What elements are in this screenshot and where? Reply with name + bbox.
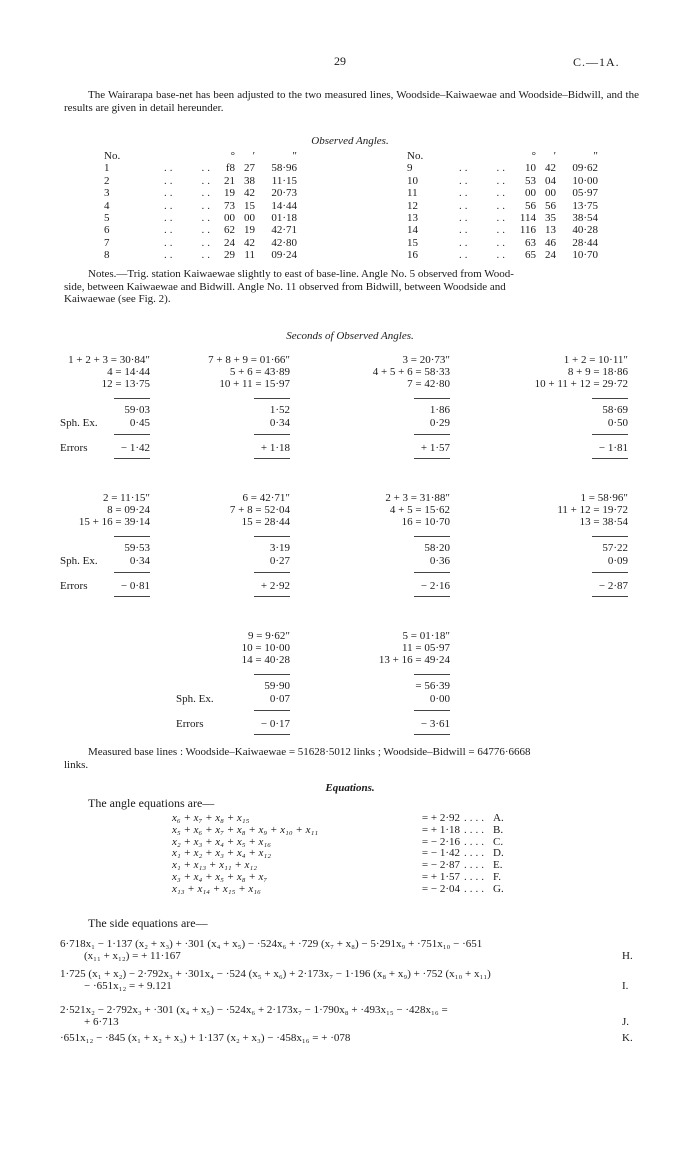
leader-dots: .. ..: [459, 249, 508, 262]
sum-line: 7 + 8 = 52·04: [229, 504, 290, 516]
equation-lhs: x₂ + x₃ + x₄ + x₅ + x₁₆: [172, 835, 272, 848]
error-value: − 2·87: [598, 580, 628, 592]
leader-dots: .. ..: [164, 212, 213, 225]
total-value: 1·86: [429, 404, 450, 416]
angle-equation: x₆ + x₇ + x₈ + x₁₅ = + 2·92 .... A.: [172, 812, 504, 824]
rule: [414, 398, 450, 399]
angle-value: 56: [525, 199, 536, 212]
equation-line: 2·521x₂ − 2·792x₃ + ·301 (x₄ + x₅) − ·524x₆ + 2·173x₇ − 1·790x₈ + ·493x₁₅ − ·428x₁₆ =: [60, 1004, 448, 1016]
angle-number: 9: [407, 162, 413, 175]
angle-value: 42·80: [271, 236, 297, 249]
angle-number: 5: [104, 212, 110, 225]
angle-row: [407, 212, 598, 224]
equation-line: 6·718x₁ − 1·137 (x₂ + x₃) + ·301 (x₄ + x₅) − ·524x₆ + ·729 (x₇ + x₈) − 5·291x₉ + ·751x₁₀ − ·651: [60, 938, 483, 950]
sum-line: 13 = 38·54: [579, 516, 628, 528]
angle-equation: x₁₃ + x₁₄ + x₁₅ + x₁₆ = − 2·04 .... G.: [172, 882, 504, 895]
angle-equations: [172, 813, 504, 896]
sum-line: 2 + 3 = 31·88″: [385, 492, 450, 504]
equation-line: − ·651x₁₂ = + 9.121: [84, 980, 172, 992]
angle-number: 4: [104, 199, 110, 212]
equation-lhs: x₅ + x₆ + x₇ + x₈ + x₉ + x₁₀ + x₁₁: [172, 823, 319, 836]
spherical-excess-value: 0·00: [429, 693, 450, 705]
rule: [414, 734, 450, 735]
rule: [254, 398, 290, 399]
spherical-excess-value: 0·34: [269, 417, 290, 429]
angle-value: 53: [525, 174, 536, 187]
equation-line: (x₁₁ + x₁₂) = + 11·167: [84, 950, 181, 962]
angle-number: 10: [407, 174, 418, 187]
total-value: 58·69: [602, 404, 628, 416]
angle-value: 114: [519, 212, 536, 225]
angle-value: 01·18: [271, 212, 297, 225]
angle-value: 15: [244, 199, 255, 212]
equation-rhs: = − 2·16: [421, 835, 460, 848]
error-value: + 1·57: [420, 442, 450, 454]
sph-ex-label: Sph. Ex.: [60, 555, 98, 567]
rule: [114, 572, 150, 573]
seconds-title: Seconds of Observed Angles.: [286, 330, 414, 342]
sum-line: 4 + 5 = 15·62: [389, 504, 450, 516]
angle-value: 116: [519, 224, 536, 237]
sum-line: 9 = 9·62″: [248, 630, 290, 642]
rule: [254, 458, 290, 459]
angle-value: 14·44: [271, 199, 297, 212]
sum-line: 1 = 58·96″: [580, 492, 628, 504]
total-value: 59·03: [124, 404, 150, 416]
angle-number: 16: [407, 249, 418, 262]
angle-number: 14: [407, 224, 418, 237]
angle-value: 46: [545, 236, 556, 249]
equation-line: + 6·713: [84, 1016, 119, 1028]
rule: [414, 710, 450, 711]
angle-value: 42: [244, 187, 255, 200]
angle-value: 19: [224, 187, 235, 200]
spherical-excess-value: 0·36: [429, 555, 450, 567]
rule: [592, 572, 628, 573]
spherical-excess-value: 0·34: [129, 555, 150, 567]
rule: [254, 734, 290, 735]
equation-label: B.: [493, 823, 504, 836]
angle-value: 28·44: [572, 236, 598, 249]
rule: [414, 674, 450, 675]
sph-ex-label: Sph. Ex.: [60, 417, 98, 429]
spherical-excess-value: 0·50: [607, 417, 628, 429]
angle-number: 13: [407, 212, 418, 225]
angle-row: [407, 237, 598, 249]
equation-lhs: x₁₃ + x₁₄ + x₁₅ + x₁₆: [172, 882, 261, 895]
leader-dots: .. ..: [164, 174, 213, 187]
leader-dots: .. ..: [459, 224, 508, 237]
spherical-excess-value: 0·07: [269, 693, 290, 705]
sum-line: 5 + 6 = 43·89: [229, 366, 290, 378]
rule: [592, 536, 628, 537]
sum-line: 13 + 16 = 49·24: [378, 654, 450, 666]
angle-equation: x₂ + x₃ + x₄ + x₅ + x₁₆ = − 2·16 .... C.: [172, 835, 504, 848]
angle-value: 62: [224, 224, 235, 237]
angle-value: 21: [224, 174, 235, 187]
rule: [114, 596, 150, 597]
equation-rhs: = − 1·42: [421, 847, 460, 860]
rule: [592, 458, 628, 459]
angle-value: 10: [525, 162, 536, 175]
rule: [114, 536, 150, 537]
angle-value: 42·71: [271, 224, 297, 237]
side-equation: [60, 1004, 630, 1028]
angle-value: 42: [545, 162, 556, 175]
leader-dots: .. ..: [459, 187, 508, 200]
angle-row: [407, 200, 598, 212]
angle-equation: x₁ + x₁₃ + x₁₁ + x₁₂ = − 2·87 .... E.: [172, 859, 503, 872]
side-equation: [60, 1032, 633, 1044]
sum-line: 14 = 40·28: [241, 654, 290, 666]
total-value: 59·53: [124, 542, 150, 554]
total-value: 1·52: [269, 404, 290, 416]
rule: [414, 536, 450, 537]
angle-value: 10·70: [572, 249, 598, 262]
rule: [414, 572, 450, 573]
leader-dots: .. ..: [459, 199, 508, 212]
observed-angles-right: No. ° ′ ″ 9 .. .. 10 42 09·62 10 .. .. 53 04 10·00 11 .. .. 00 00 05·97 12 .. .. 56 56 13·75 13 .. .. 114 35 38·54 14 .. .. 116 13 40·28 15 .. .. 63 46 28·44 16 .. .. 65 24 10·70: [407, 150, 598, 262]
total-value: 57·22: [602, 542, 628, 554]
angle-value: 27: [244, 162, 255, 175]
errors-label: Errors: [176, 718, 204, 730]
observed-angles-left: No. ° ′ ″ 1 .. .. f8 27 58·96 2 .. .. 21 38 11·15 3 .. .. 19 42 20·73 4 .. .. 73 15 14·44 5 .. .. 00 00 01·18 6 .. .. 62 19 42·71 7 .. .. 24 42 42·80 8 .. .. 29 11 09·24: [104, 150, 297, 262]
observed-angles-title: Observed Angles.: [311, 135, 389, 147]
angle-row: [104, 212, 297, 224]
equation-label: A.: [493, 812, 504, 824]
error-value: − 2·16: [420, 580, 450, 592]
rule: [114, 458, 150, 459]
angle-value: 05·97: [572, 187, 598, 200]
rule: [414, 596, 450, 597]
angle-row: [407, 175, 598, 187]
sum-line: 7 = 42·80: [407, 378, 450, 390]
rule: [414, 458, 450, 459]
angle-number: 15: [407, 236, 418, 249]
angle-row: [104, 249, 297, 261]
sum-line: 12 = 13·75: [101, 378, 150, 390]
equation-rhs: = + 2·92: [421, 812, 460, 824]
angle-value: 11·15: [271, 174, 297, 187]
error-value: − 0·81: [120, 580, 150, 592]
sum-line: 11 + 12 = 19·72: [557, 504, 628, 516]
sum-line: 10 + 11 + 12 = 29·72: [534, 378, 628, 390]
col-no-label: No.: [104, 150, 121, 162]
equation-rhs: = + 1·18: [421, 823, 460, 836]
angle-value: 35: [545, 212, 556, 225]
sum-line: 15 + 16 = 39·14: [78, 516, 150, 528]
angle-value: f8: [225, 162, 235, 175]
angle-value: 65: [525, 249, 536, 262]
leader-dots: .. ..: [459, 236, 508, 249]
angle-value: 73: [224, 199, 235, 212]
rule: [254, 710, 290, 711]
angle-row: [104, 187, 297, 199]
rule: [592, 398, 628, 399]
errors-label: Errors: [60, 442, 88, 454]
errors-label: Errors: [60, 580, 88, 592]
angle-value: 40·28: [572, 224, 598, 237]
sum-line: 11 = 05·97: [402, 642, 450, 654]
angle-number: 7: [104, 236, 110, 249]
angle-number: 6: [104, 224, 110, 237]
page-number: 29: [334, 54, 346, 68]
sum-line: 1 + 2 = 10·11″: [563, 354, 628, 366]
rule: [592, 596, 628, 597]
sum-line: 10 + 11 = 15·97: [219, 378, 290, 390]
error-value: − 1·42: [120, 442, 150, 454]
spherical-excess-value: 0·09: [607, 555, 628, 567]
error-value: − 1·81: [598, 442, 628, 454]
rule: [114, 434, 150, 435]
angle-value: 56: [545, 199, 556, 212]
angle-value: 38: [244, 174, 255, 187]
error-value: + 1·18: [260, 442, 290, 454]
sum-line: 6 = 42·71″: [242, 492, 290, 504]
rule: [254, 674, 290, 675]
angle-number: 8: [104, 249, 110, 262]
notes: Notes.—Trig. station Kaiwaewae slightly to east of base-line. Angle No. 5 observed from Wood- side, between Kaiwaewae and Bidwill. Angle No. 11 observed from Bidwill, between Woodside and Kaiwaewae (see Fig. 2).: [64, 268, 514, 305]
equations-title: Equations.: [325, 782, 375, 794]
total-value: 3·19: [269, 542, 290, 554]
angle-number: 11: [407, 187, 418, 200]
equation-label: F.: [493, 870, 501, 883]
angle-value: 58·96: [271, 162, 297, 175]
error-value: + 2·92: [260, 580, 290, 592]
angle-value: 19: [244, 224, 255, 237]
leader-dots: .. ..: [164, 236, 213, 249]
angle-value: 09·62: [572, 162, 598, 175]
leader-dots: .. ..: [164, 187, 213, 200]
sum-line: 16 = 10·70: [401, 516, 450, 528]
angle-value: 24: [224, 236, 235, 249]
angle-value: 00: [244, 212, 255, 225]
angle-equation: x₅ + x₆ + x₇ + x₈ + x₉ + x₁₀ + x₁₁ = + 1·18 .... B.: [172, 823, 504, 836]
angle-value: 29: [224, 249, 235, 262]
sum-line: 7 + 8 + 9 = 01·66″: [208, 354, 290, 366]
equation-label: K.: [622, 1032, 633, 1044]
equation-lhs: x₁ + x₁₃ + x₁₁ + x₁₂: [172, 859, 258, 872]
sum-line: 8 + 9 = 18·86: [567, 366, 628, 378]
angle-value: 00: [545, 187, 556, 200]
equation-label: H.: [622, 950, 633, 962]
equation-label: G.: [493, 882, 504, 895]
angle-value: 20·73: [271, 187, 297, 200]
equation-rhs: = − 2·87: [421, 859, 460, 872]
angle-value: 00: [224, 212, 235, 225]
leader-dots: .. ..: [459, 212, 508, 225]
rule: [114, 398, 150, 399]
spherical-excess-value: 0·29: [429, 417, 450, 429]
error-value: − 3·61: [420, 718, 450, 730]
angle-number: 2: [104, 174, 110, 187]
sum-line: 5 = 01·18″: [402, 630, 450, 642]
equation-label: E.: [493, 859, 503, 872]
spherical-excess-value: 0·27: [269, 555, 290, 567]
sum-line: 3 = 20·73″: [402, 354, 450, 366]
leader-dots: .. ..: [164, 199, 213, 212]
leader-dots: .. ..: [164, 249, 213, 262]
document-ref: C.—1A.: [573, 55, 620, 69]
angle-number: 12: [407, 199, 418, 212]
angle-row: [104, 162, 297, 174]
rule: [592, 434, 628, 435]
angle-row: [407, 249, 598, 261]
equation-label: J.: [622, 1016, 630, 1028]
side-equation: [60, 968, 629, 992]
sum-line: 4 = 14·44: [107, 366, 150, 378]
angle-number: 3: [104, 187, 110, 200]
angle-equation: x₁ + x₂ + x₃ + x₄ + x₁₂ = − 1·42 .... D.: [172, 847, 504, 860]
angle-value: 09·24: [271, 249, 297, 262]
spherical-excess-value: 0·45: [129, 417, 150, 429]
angle-row: [407, 224, 598, 236]
side-equations-intro: The side equations are—: [88, 916, 208, 930]
equation-line: 1·725 (x₁ + x₂) − 2·792x₃ + ·301x₄ − ·524 (x₅ + x₆) + 2·173x₇ − 1·196 (x₈ + x₉) + ·752 (x₁₀ + x₁₁): [60, 968, 491, 980]
side-equation: [60, 938, 633, 962]
measured-base-lines: Measured base lines : Woodside–Kaiwaewae = 51628·5012 links ; Woodside–Bidwill = 64776·6668 links.: [64, 746, 531, 771]
leader-dots: .. ..: [459, 174, 508, 187]
rule: [254, 536, 290, 537]
sum-line: 8 = 09·24: [107, 504, 150, 516]
angle-value: 38·54: [572, 212, 598, 225]
error-value: − 0·17: [260, 718, 290, 730]
equation-lhs: x₆ + x₇ + x₈ + x₁₅: [172, 812, 250, 824]
angle-equation: x₃ + x₄ + x₅ + x₈ + x₇ = + 1·57 .... F.: [172, 870, 501, 883]
angle-row: [407, 187, 598, 199]
total-value: 58·20: [424, 542, 450, 554]
angle-value: 42: [244, 236, 255, 249]
total-value: = 56·39: [415, 680, 450, 692]
sum-line: 2 = 11·15″: [102, 492, 150, 504]
equation-label: C.: [493, 835, 504, 848]
leader-dots: .. ..: [459, 162, 508, 175]
sum-line: 15 = 28·44: [241, 516, 290, 528]
equation-line: ·651x₁₂ − ·845 (x₁ + x₂ + x₃) + 1·137 (x₂ + x₃) − ·458x₁₆ = + ·078: [60, 1032, 351, 1044]
intro-paragraph: The Wairarapa base-net has been adjusted to the two measured lines, Woodside–Kaiwaewae and Woodside–Bidwill, and the results are given in detail hereunder.: [64, 89, 639, 114]
angle-value: 24: [545, 249, 556, 262]
leader-dots: .. ..: [164, 224, 213, 237]
angle-equations-intro: The angle equations are—: [88, 796, 215, 810]
angle-value: 11: [244, 249, 255, 262]
leader-dots: .. ..: [164, 162, 213, 175]
angle-row: [104, 224, 297, 236]
equation-rhs: = − 2·04: [421, 882, 460, 895]
equation-label: D.: [493, 847, 504, 860]
angle-row: [407, 162, 598, 174]
sum-line: 1 + 2 + 3 = 30·84″: [68, 354, 150, 366]
angle-value: 00: [525, 187, 536, 200]
angle-row: [104, 200, 297, 212]
angle-value: 13·75: [572, 199, 598, 212]
equation-rhs: = + 1·57: [421, 870, 460, 883]
total-value: 59·90: [264, 680, 290, 692]
rule: [414, 434, 450, 435]
angle-value: 13: [545, 224, 556, 237]
rule: [254, 434, 290, 435]
equation-lhs: x₃ + x₄ + x₅ + x₈ + x₇: [172, 870, 268, 883]
angle-value: 10·00: [572, 174, 598, 187]
rule: [254, 596, 290, 597]
sum-line: 4 + 5 + 6 = 58·33: [372, 366, 450, 378]
equation-label: I.: [622, 980, 629, 992]
sph-ex-label: Sph. Ex.: [176, 693, 214, 705]
angle-value: 04: [545, 174, 556, 187]
angle-row: [104, 237, 297, 249]
angle-value: 63: [525, 236, 536, 249]
equation-lhs: x₁ + x₂ + x₃ + x₄ + x₁₂: [172, 847, 272, 860]
angle-row: [104, 175, 297, 187]
sum-line: 10 = 10·00: [241, 642, 290, 654]
angle-number: 1: [104, 162, 110, 175]
rule: [254, 572, 290, 573]
